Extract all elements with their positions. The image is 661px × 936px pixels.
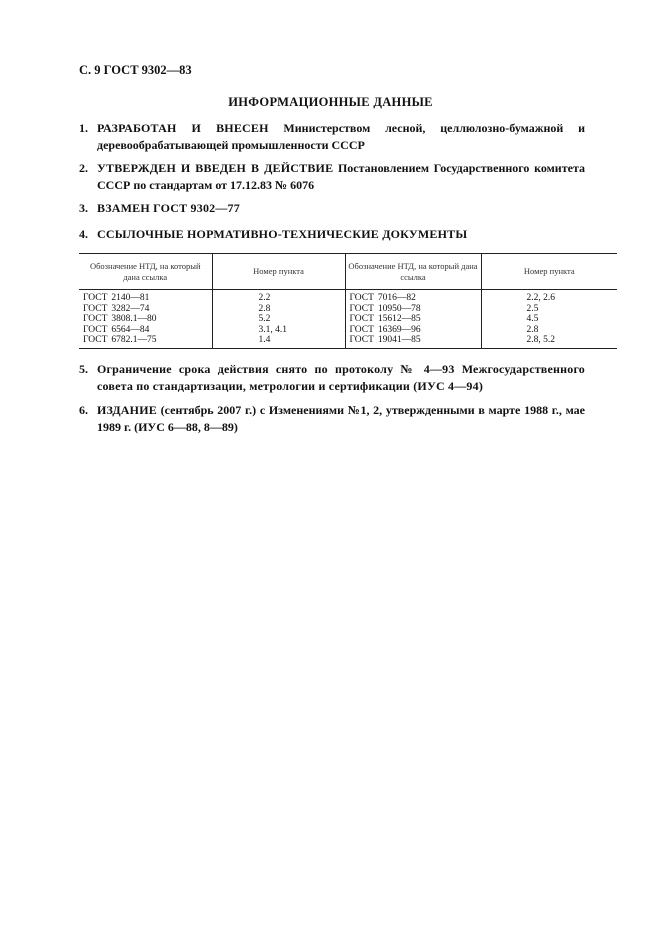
item-rest: Министерством лесной, целлюлозно-бумажной и деревообрабатывающей промышленности СССР [97, 121, 585, 152]
doc-code: 3808.1—80 [111, 314, 157, 324]
info-item-4 [79, 226, 585, 243]
item-number: 2. [79, 161, 88, 175]
item-number: 6. [79, 403, 88, 417]
point-cell: 2.8 [212, 304, 345, 315]
info-item-5 [79, 361, 585, 395]
doc-cell [79, 325, 212, 336]
point-cell: 4.5 [481, 314, 617, 325]
info-item-1 [79, 120, 585, 154]
reference-documents-table [79, 253, 617, 349]
doc-code: 15612—85 [377, 314, 421, 324]
doc-prefix: ГОСТ [349, 293, 374, 303]
point-cell: 1.4 [212, 335, 345, 348]
item-rest: (сентябрь 2007 г.) с Изменениями №1, 2, утвержденными в марте 1988 г., мае 1989 г. (ИУС 6—88, 8—89) [97, 403, 585, 434]
doc-code: 19041—85 [377, 335, 421, 345]
doc-code: 2140—81 [111, 293, 150, 303]
point-cell: 2.8 [481, 325, 617, 336]
col-header-point-right: Номер пункта [481, 254, 617, 290]
doc-code: 16369—96 [377, 324, 421, 335]
item-text [97, 361, 585, 395]
table-row [79, 304, 617, 315]
info-item-2 [79, 160, 585, 194]
doc-prefix: ГОСТ [83, 314, 108, 324]
doc-cell [345, 335, 481, 348]
table-row [79, 290, 617, 304]
doc-cell [345, 314, 481, 325]
col-header-doc-right: Обозначение НТД, на который дана ссылка [345, 254, 481, 290]
doc-cell [345, 325, 481, 336]
col-header-point-left: Номер пункта [212, 254, 345, 290]
doc-prefix: ГОСТ [83, 335, 108, 345]
point-cell: 2.2 [212, 290, 345, 304]
doc-cell [79, 304, 212, 315]
item-text [97, 402, 585, 436]
item-lead: ССЫЛОЧНЫЕ НОРМАТИВНО-ТЕХНИЧЕСКИЕ ДОКУМЕНТЫ [97, 227, 468, 241]
doc-code: 10950—78 [377, 303, 421, 314]
doc-title: ИНФОРМАЦИОННЫЕ ДАННЫЕ [228, 95, 433, 109]
doc-prefix: ГОСТ [83, 303, 108, 314]
doc-cell [79, 335, 212, 348]
col-header-doc-left: Обозначение НТД, на который дана ссылка [79, 254, 212, 290]
table-row [79, 325, 617, 336]
point-cell: 2.2, 2.6 [481, 290, 617, 304]
item-lead: ВЗАМЕН ГОСТ 9302—77 [97, 201, 240, 215]
doc-cell [345, 304, 481, 315]
doc-cell [345, 290, 481, 304]
doc-prefix: ГОСТ [349, 324, 374, 335]
item-number: 5. [79, 362, 88, 376]
doc-prefix: ГОСТ [83, 324, 108, 335]
item-text [97, 120, 585, 154]
doc-code: 7016—82 [377, 293, 416, 303]
item-text [97, 200, 585, 217]
item-text [97, 160, 585, 194]
doc-cell [79, 314, 212, 325]
info-item-3 [79, 200, 585, 217]
item-number: 3. [79, 201, 88, 215]
item-lead: УТВЕРЖДЕН И ВВЕДЕН В ДЕЙСТВИЕ [97, 161, 334, 175]
item-rest: Постановлением Государственного комитета СССР по стандартам от 17.12.83 № 6076 [97, 161, 585, 192]
item-lead: РАЗРАБОТАН И ВНЕСЕН [97, 121, 269, 135]
doc-prefix: ГОСТ [349, 303, 374, 314]
table-row [79, 314, 617, 325]
doc-code: 3282—74 [111, 303, 150, 314]
item-number: 4. [79, 227, 88, 241]
doc-cell [79, 290, 212, 304]
item-lead: ИЗДАНИЕ [97, 403, 157, 417]
doc-prefix: ГОСТ [349, 335, 374, 345]
item-text [97, 226, 585, 243]
table-row [79, 335, 617, 348]
item-number: 1. [79, 121, 88, 135]
doc-code: 6564—84 [111, 324, 150, 335]
table-header-row [79, 254, 617, 290]
doc-prefix: ГОСТ [349, 314, 374, 324]
point-cell: 2.5 [481, 304, 617, 315]
point-cell: 5.2 [212, 314, 345, 325]
item-lead: Ограничение срока действия снято по протоколу № 4—93 Межгосударственного совета по стандартизации, метрологии и сертификации (ИУС 4—94) [97, 362, 585, 393]
doc-code: 6782.1—75 [111, 335, 157, 345]
info-item-6 [79, 402, 585, 436]
doc-prefix: ГОСТ [83, 293, 108, 303]
page-header: С. 9 ГОСТ 9302—83 [79, 63, 192, 77]
point-cell: 2.8, 5.2 [481, 335, 617, 348]
point-cell: 3.1, 4.1 [212, 325, 345, 336]
